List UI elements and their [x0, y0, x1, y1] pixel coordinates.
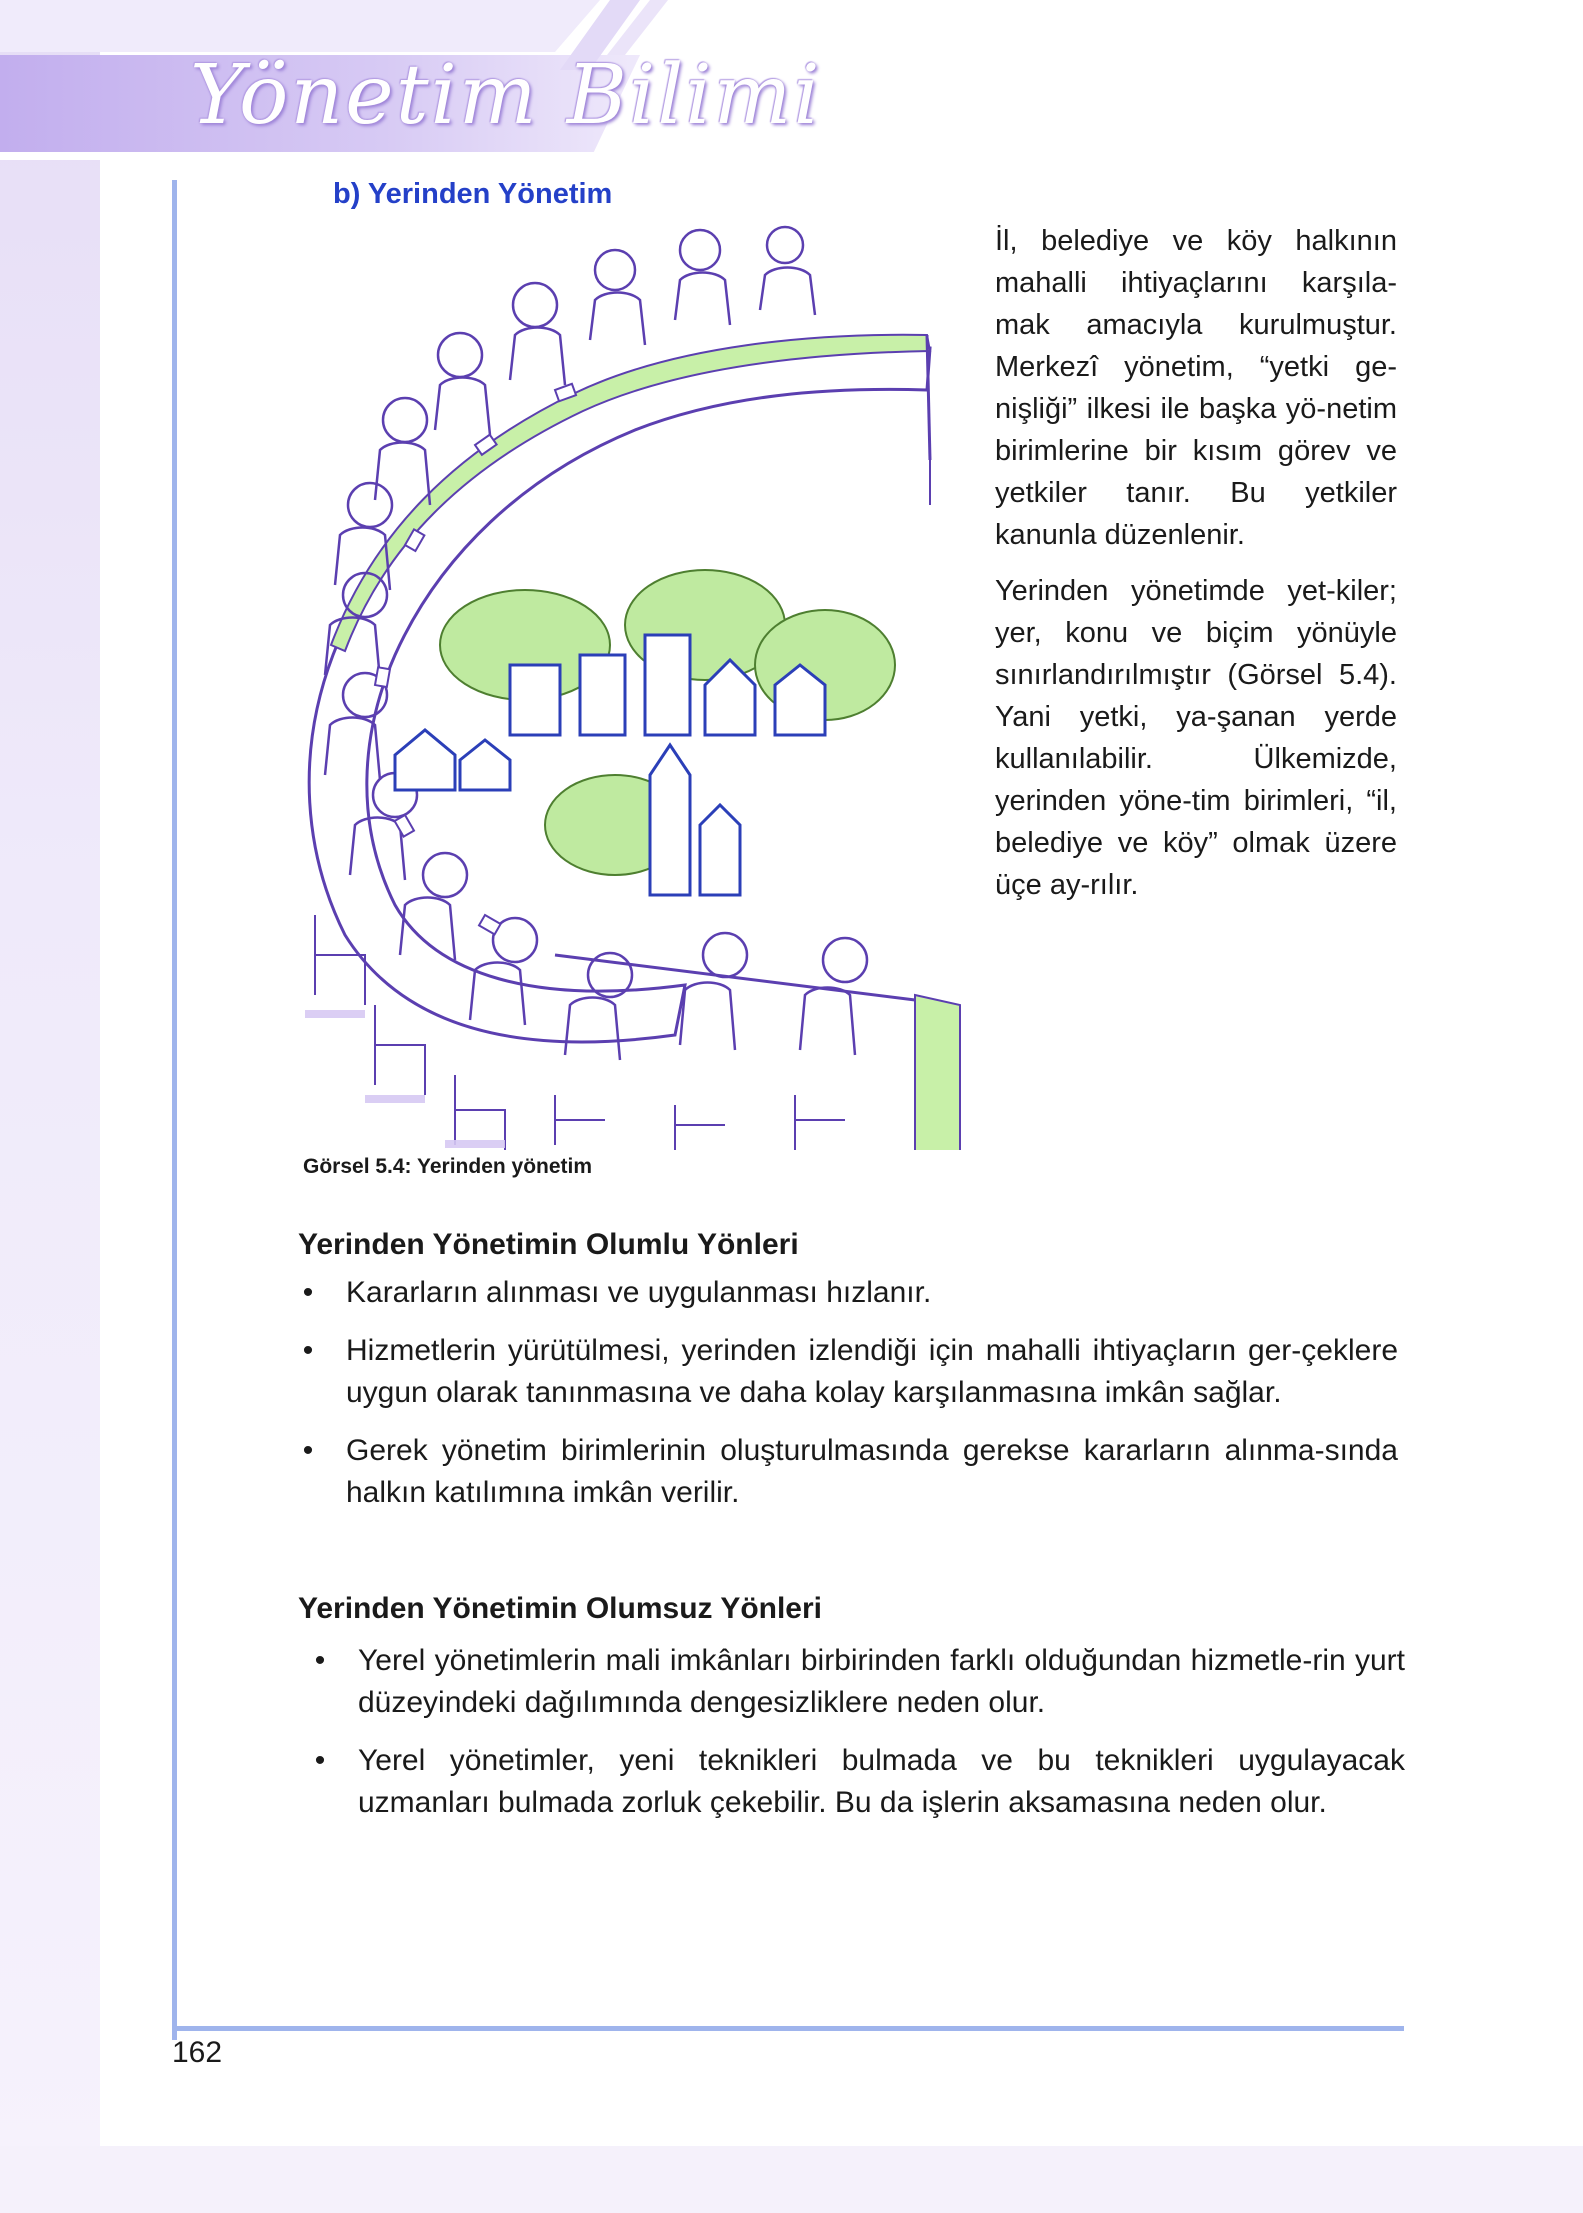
- local-government-illustration: [255, 215, 985, 1150]
- page-header: [0, 0, 1583, 160]
- left-margin-band: [0, 0, 100, 2213]
- figure-caption: Görsel 5.4: Yerinden yönetim: [303, 1155, 593, 1178]
- list-item: • Yerel yönetimler, yeni teknikleri bulmada ve bu teknikleri uygulayacak uzmanları bulmada zorluk çekebilir. Bu da işlerin aksamasına neden olur.: [310, 1740, 1405, 1824]
- bullet-icon: •: [302, 1434, 314, 1467]
- list-item: • Yerel yönetimlerin mali imkânları birbirinden farklı olduğundan hizmetle-rin yurt düzeyindeki dağılımında dengesizliklere neden olur.: [310, 1640, 1405, 1724]
- negatives-list: [310, 1640, 1405, 1840]
- section-heading: b) Yerinden Yönetim: [333, 178, 613, 210]
- bullet-icon: •: [302, 1334, 314, 1367]
- bullet-icon: •: [314, 1644, 326, 1677]
- intro-text: [995, 220, 1397, 920]
- positives-heading: Yerinden Yönetimin Olumlu Yönleri: [298, 1228, 799, 1261]
- bullet-icon: •: [314, 1744, 326, 1777]
- bullet-icon: •: [302, 1276, 314, 1309]
- intro-paragraph: İl, belediye ve köy halkının mahalli ihtiyaçlarını karşıla-mak amacıyla kurulmuştur. Merkezî yönetim, “yetki ge-nişliği” ilkesi ile başka yö-netim birimlerine bir kısım görev ve yetkiler tanır. Bu yetkiler kanunla düzenlenir.: [995, 225, 1397, 551]
- vertical-rule: [172, 180, 177, 2040]
- horizontal-rule: [172, 2026, 1404, 2031]
- book-title: Yönetim Bilimi: [190, 48, 822, 143]
- footer-band: [0, 2146, 1583, 2213]
- negatives-heading: Yerinden Yönetimin Olumsuz Yönleri: [298, 1592, 823, 1625]
- list-item: • Gerek yönetim birimlerinin oluşturulmasında gerekse kararların alınma-sında halkın katılımına imkân verilir.: [298, 1430, 1398, 1514]
- positives-list: [298, 1272, 1398, 1530]
- list-item: • Kararların alınması ve uygulanması hızlanır.: [298, 1272, 1398, 1314]
- intro-paragraph: Yerinden yönetimde yet-kiler; yer, konu ve biçim yönüyle sınırlandırılmıştır (Görsel 5.4). Yani yetki, ya-şanan yerde kullanılabilir. Ülkemizde, yerinden yöne-tim birimleri, “il, belediye ve köy” olmak üzere üçe ay-rılır.: [995, 575, 1397, 901]
- list-item: • Hizmetlerin yürütülmesi, yerinden izlendiği için mahalli ihtiyaçların ger-çeklere uygun olarak tanınmasına ve daha kolay karşılanmasına imkân sağlar.: [298, 1330, 1398, 1414]
- page-number: 162: [172, 2036, 223, 2069]
